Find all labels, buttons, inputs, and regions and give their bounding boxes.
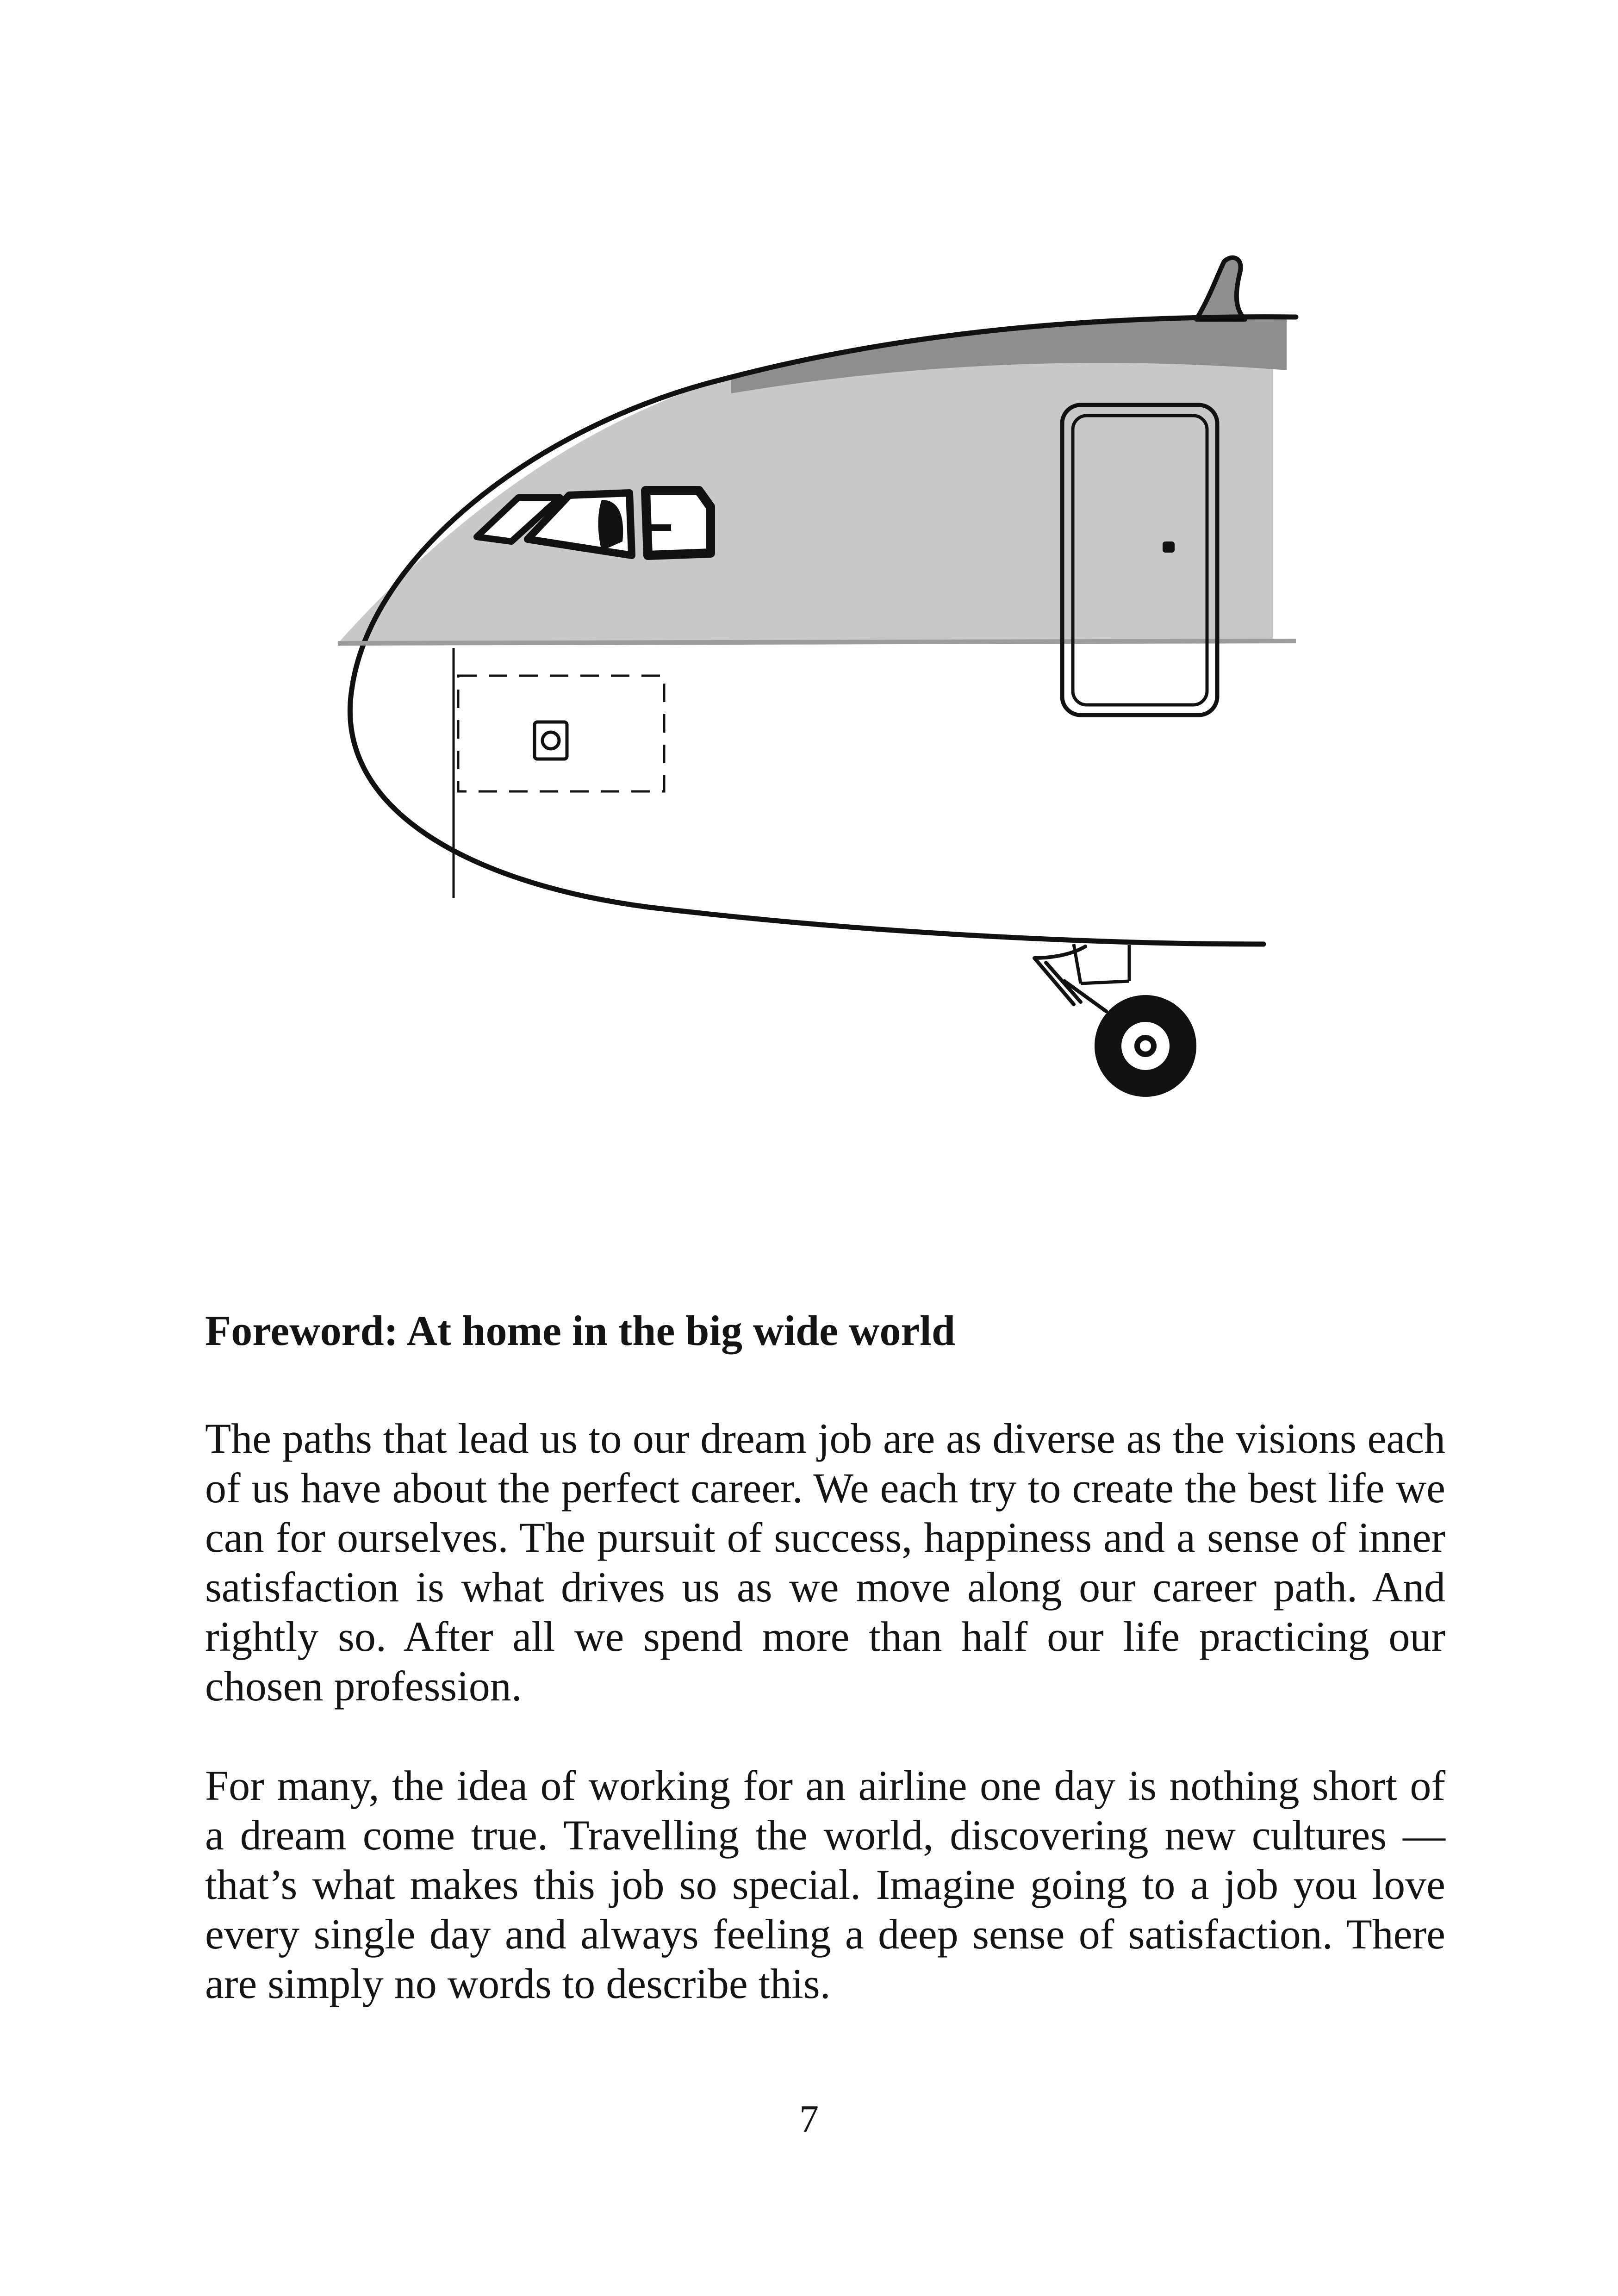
gear-strut <box>1034 946 1106 1011</box>
foreword-heading: Foreword: At home in the big wide world <box>205 1307 956 1354</box>
foreword-paragraph-1: The paths that lead us to our dream job are as diverse as the visions each of us have about the perfect career. We each try to create the best life we can for ourselves. The pursuit of success, happiness and a sense of inner satisfaction is what drives us as we move along our career path. And rightly so. After all we spend more than half our life practicing our chosen profession. <box>205 1415 1445 1710</box>
hatch-sensor-square <box>535 722 567 759</box>
cockpit-window-3 <box>646 491 710 555</box>
fuselage-divider-line <box>338 641 1296 643</box>
nose-wheel-rim <box>1121 1022 1170 1070</box>
tail-fin-shape <box>1196 258 1245 319</box>
foreword-paragraph-2: For many, the idea of working for an airline one day is nothing short of a dream come true. Travelling the world, discovering new cultures — that’s what makes this job so special. Imagine going to a job you love every single day and always feeling a deep sense of satisfaction. There are simply no words to describe this. <box>205 1762 1445 2007</box>
page-number: 7 <box>799 2097 819 2140</box>
airplane-nose-illustration <box>278 176 1388 1250</box>
door-handle <box>1163 541 1175 553</box>
